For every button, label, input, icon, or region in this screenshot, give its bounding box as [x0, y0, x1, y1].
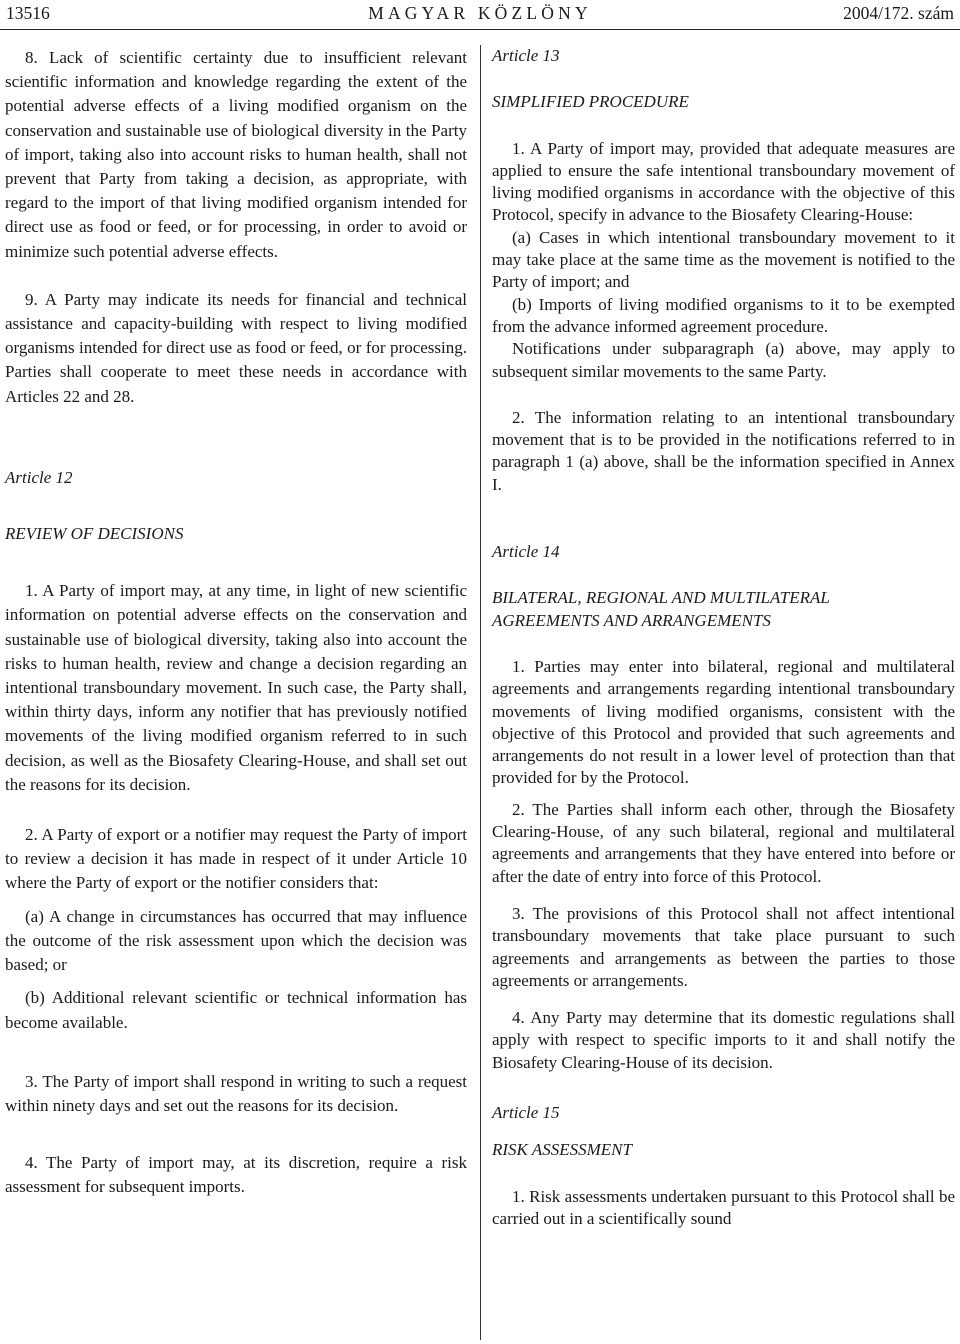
header-rule	[0, 29, 960, 30]
article-15-paragraph-1: 1. Risk assessments undertaken pursuant to this Protocol shall be carried out in a scientifically sound	[492, 1186, 955, 1228]
article-13-paragraph-1c: Notifications under subparagraph (a) above, may apply to subsequent similar movements to the same Party.	[492, 339, 955, 381]
article-13-title: Article 13	[492, 46, 560, 65]
left-column	[5, 46, 467, 1200]
article-13-paragraph-1: 1. A Party of import may, provided that adequate measures are applied to ensure the safe intentional transboundary movement of living modified organisms in accordance with the objective of this Protocol, specify in advance to the Biosafety Clearing-House:	[492, 138, 955, 225]
paragraph-9: 9. A Party may indicate its needs for financial and technical assistance and capacity-building with respect to living modified organisms intended for direct use as food or feed, or for processing. Parties shall cooperate to meet these needs in accordance with Articles 22 and 28.	[5, 289, 467, 406]
article-14-paragraph-3: 3. The provisions of this Protocol shall not affect intentional transboundary movements that take place pursuant to such agreements and arrangements as between the parties to those agreements or arrangements.	[492, 903, 955, 990]
article-14-title: Article 14	[492, 542, 560, 562]
article-12-subtitle: REVIEW OF DECISIONS	[5, 524, 184, 544]
article-13-paragraph-1b: (b) Imports of living modified organisms to it to be exempted from the advance informed agreement procedure.	[492, 294, 955, 336]
right-column	[492, 45, 955, 1230]
article-14-paragraph-4: 4. Any Party may determine that its domestic regulations shall apply with respect to specific imports to it and shall notify the Biosafety Clearing-House of its decision.	[492, 1008, 955, 1072]
article-12-title: Article 12	[5, 467, 73, 487]
article-15-title: Article 15	[492, 1102, 560, 1122]
article-14-paragraph-2: 2. The Parties shall inform each other, through the Biosafety Clearing-House, of any such bilateral, regional and multilateral agreements and arrangements that they have entered into before or after the date of entry into force of this Protocol.	[492, 799, 955, 886]
article-14-subtitle-line-2: AGREEMENTS AND ARRANGEMENTS	[492, 610, 771, 630]
article-12-paragraph-2: 2. A Party of export or a notifier may request the Party of import to review a decision it has made in respect of it under Article 10 where the Party of export or the notifier considers that:	[5, 825, 467, 893]
article-13-paragraph-2: 2. The information relating to an intentional transboundary movement that is to be provided in the notifications referred to in paragraph 1 (a) above, shall be the information specified in Annex I.	[492, 407, 955, 494]
article-12-paragraph-1: 1. A Party of import may, at any time, in light of new scientific information on potential adverse effects on the conservation and sustainable use of biological diversity, taking also into account the risks to human health, review and change a decision regarding an intentional transboundary movement. In such case, the Party shall, within thirty days, inform any notifier that has previously notified movements of the living modified organism referred to in such decision, as well as the Biosafety Clearing-House, and shall set out the reasons for its decision.	[5, 581, 467, 794]
page-number: 13516	[6, 3, 50, 23]
article-13-subtitle: SIMPLIFIED PROCEDURE	[492, 92, 689, 112]
article-14-paragraph-1: 1. Parties may enter into bilateral, regional and multilateral agreements and arrangements regarding intentional transboundary movements of living modified organisms, consistent with the objective of this Protocol and provided that such agreements and arrangements do not result in a lower level of protection than that provided for by the Protocol.	[492, 656, 955, 788]
article-13-paragraph-1a: (a) Cases in which intentional transboundary movement to it may take place at the same time as the movement is notified to the Party of import; and	[492, 227, 955, 292]
journal-title: MAGYAR KÖZLÖNY	[368, 3, 592, 23]
article-15-subtitle: RISK ASSESSMENT	[492, 1140, 632, 1160]
page-header	[6, 2, 954, 24]
article-14-subtitle-line-1: BILATERAL, REGIONAL AND MULTILATERAL	[492, 588, 830, 608]
column-divider	[480, 45, 481, 1340]
article-12-paragraph-4: 4. The Party of import may, at its discretion, require a risk assessment for subsequent imports.	[5, 1153, 467, 1197]
article-12-paragraph-2b: (b) Additional relevant scientific or technical information has become available.	[5, 988, 467, 1032]
article-12-paragraph-2a: (a) A change in circumstances has occurred that may influence the outcome of the risk assessment upon which the decision was based; or	[5, 906, 467, 975]
issue-number: 2004/172. szám	[843, 3, 954, 23]
article-12-paragraph-3: 3. The Party of import shall respond in writing to such a request within ninety days and set out the reasons for its decision.	[5, 1071, 467, 1115]
paragraph-8: 8. Lack of scientific certainty due to insufficient relevant scientific information and knowledge regarding the extent of the potential adverse effects of a living modified organism on the conservation and sustainable use of biological diversity in the Party of import, taking also into account risks to human health, shall not prevent that Party from taking a decision, as appropriate, with regard to the import of that living modified organism intended for direct use as food or feed, or for processing, in order to avoid or minimize such potential adverse effects.	[5, 48, 467, 261]
